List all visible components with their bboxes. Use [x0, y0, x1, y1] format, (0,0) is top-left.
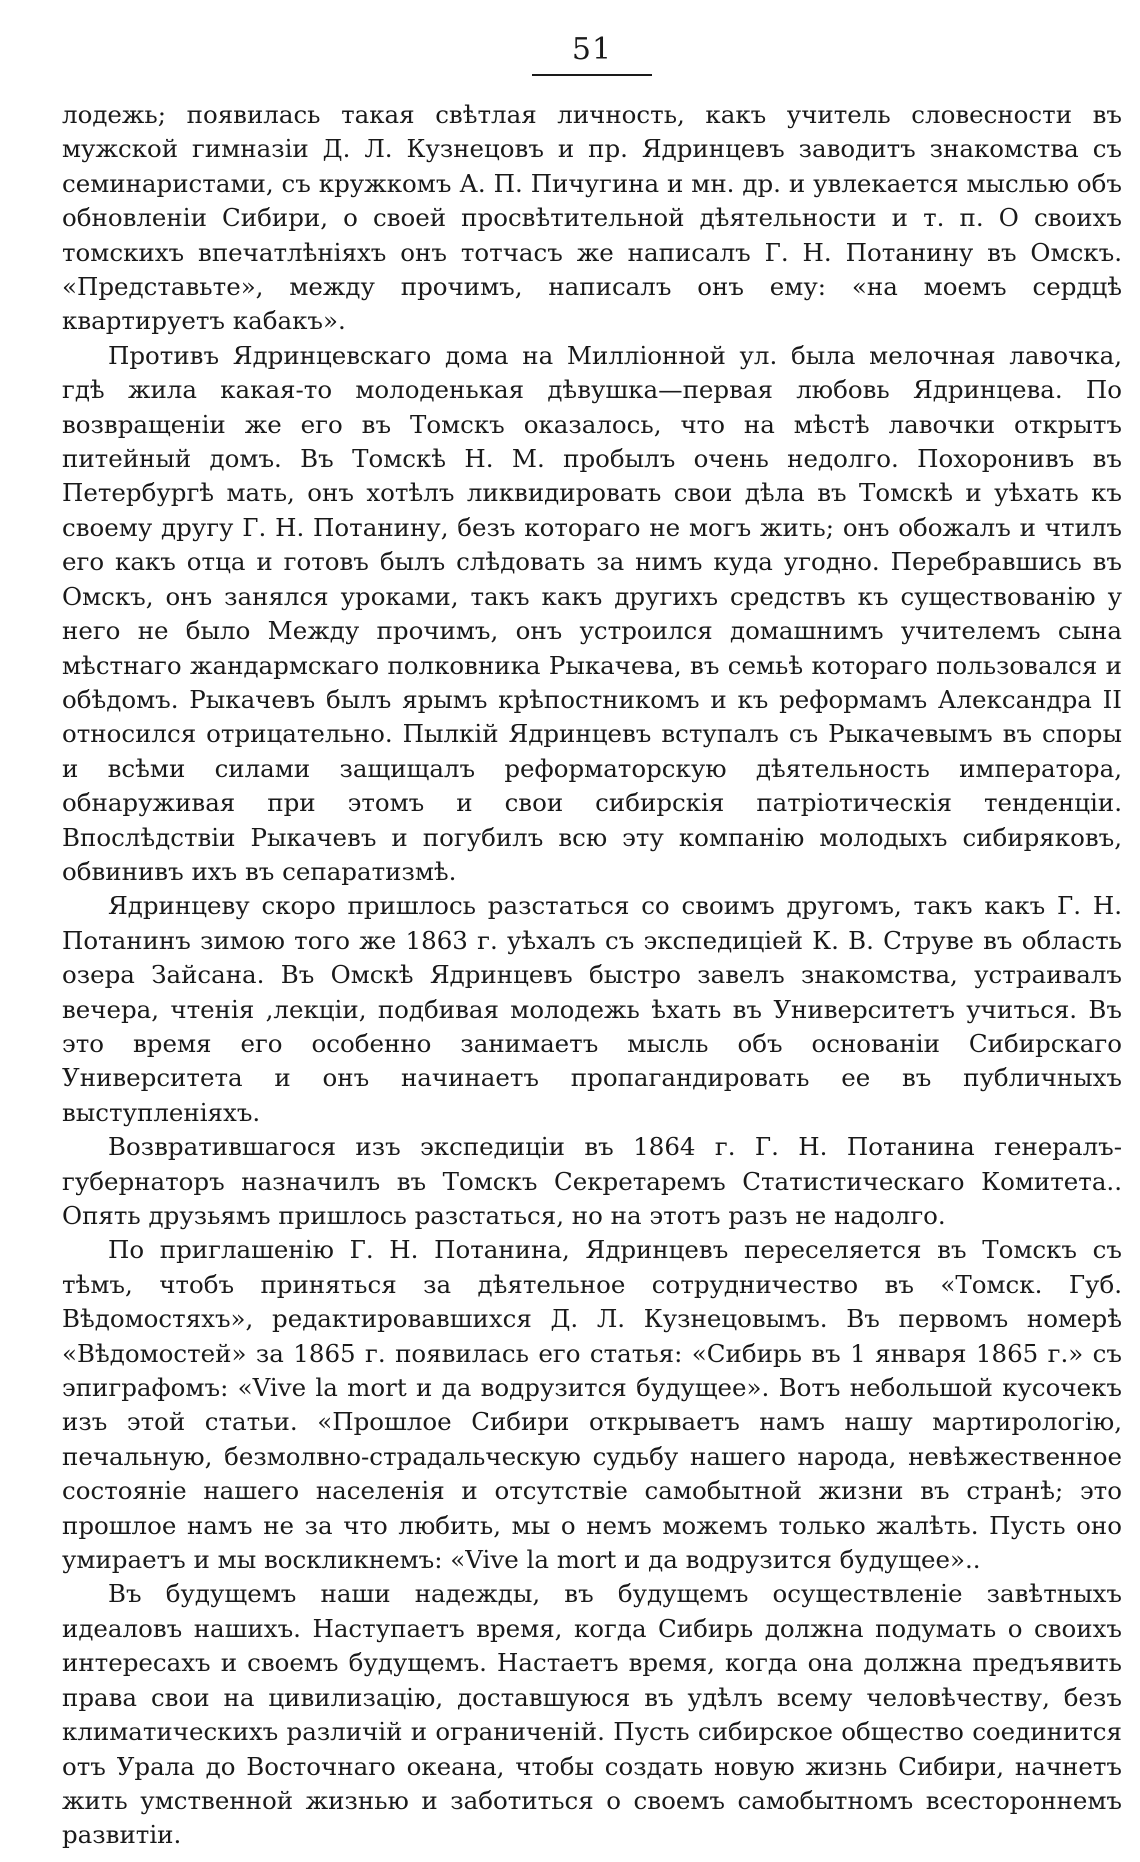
body-text — [62, 98, 1122, 1853]
page-number-value: 51 — [532, 30, 652, 76]
paragraph: Противъ Ядринцевскаго дома на Милліонной ул. была мелочная лавочка, гдѣ жила какая-то молоденькая дѣвушка—первая любовь Ядринцева. По возвращеніи же его въ Томскъ оказалось, что на мѣстѣ лавочки открытъ питейный домъ. Въ Томскѣ Н. М. пробылъ очень недолго. Похоронивъ въ Петербургѣ мать, онъ хотѣлъ ликвидировать свои дѣла въ Томскѣ и уѣхать къ своему другу Г. Н. Потанину, безъ котораго не могъ жить; онъ обожалъ и чтилъ его какъ отца и готовъ былъ слѣдовать за нимъ куда угодно. Перебравшись въ Омскъ, онъ занялся уроками, такъ какъ другихъ средствъ къ существованію у него не было Между прочимъ, онъ устроился домашнимъ учителемъ сына мѣстнаго жандармскаго полковника Рыкачева, въ семьѣ котораго пользовался и обѣдомъ. Рыкачевъ былъ ярымъ крѣпостникомъ и къ реформамъ Александра II относился отрицательно. Пылкій Ядринцевъ вступалъ съ Рыкачевымъ въ споры и всѣми силами защищалъ реформаторскую дѣятельность императора, обнаруживая при этомъ и свои сибирскія патріотическія тенденціи. Впослѣдствіи Рыкачевъ и погубилъ всю эту компанію молодыхъ сибиряковъ, обвинивъ ихъ въ сепаратизмѣ. — [62, 340, 1122, 886]
paragraph: Въ будущемъ наши надежды, въ будущемъ осуществленіе завѣтныхъ идеаловъ нашихъ. Наступаетъ время, когда Сибирь должна подумать о своихъ интересахъ и своемъ будущемъ. Настаетъ время, когда она должна предъявить права свои на цивилизацію, доставшуюся въ удѣлъ всему человѣчеству, безъ климатическихъ различій и ограниченій. Пусть сибирское общество соединится отъ Урала до Восточнаго океана, чтобы создать новую жизнь Сибири, начнетъ жить умственной жизнью и заботиться о своемъ самобытномъ всестороннемъ развитіи. — [62, 1579, 1122, 1850]
paragraph: По приглашенію Г. Н. Потанина, Ядринцевъ переселяется въ Томскъ съ тѣмъ, чтобъ приняться за дѣятельное сотрудничество въ «Томск. Губ. Вѣдомостяхъ», редактировавшихся Д. Л. Кузнецовымъ. Въ первомъ номерѣ «Вѣдомостей» за 1865 г. появилась его статья: «Сибирь въ 1 января 1865 г.» съ эпиграфомъ: «Vive la mort и да водрузится будущее». Вотъ небольшой кусочекъ изъ этой статьи. «Прошлое Сибири открываетъ намъ нашу мартирологію, печальную, безмолвно-страдальческую судьбу нашего народа, невѣжественное состояніе нашего населенія и отсутствіе самобытной жизни въ странѣ; это прошлое намъ не за что любить, мы о немъ можемъ только жалѣть. Пусть оно умираетъ и мы воскликнемъ: «Vive la mort и да водрузится будущее».. — [62, 1235, 1122, 1575]
paragraph: Ядринцеву скоро пришлось разстаться со своимъ другомъ, такъ какъ Г. Н. Потанинъ зимою того же 1863 г. уѣхалъ съ экспедиціей К. В. Струве въ область озера Зайсана. Въ Омскѣ Ядринцевъ быстро завелъ знакомства, устраивалъ вечера, чтенія ,лекціи, подбивая молодежь ѣхать въ Университетъ учиться. Въ это время его особенно занимаетъ мысль объ основаніи Сибирскаго Университета и онъ начинаетъ пропагандировать ее въ публичныхъ выступленіяхъ. — [62, 891, 1122, 1127]
document-page — [62, 30, 1122, 1853]
paragraph: лодежь; появилась такая свѣтлая личность, какъ учитель словесности въ мужской гимназіи Д. Л. Кузнецовъ и пр. Ядринцевъ заводитъ знакомства съ семинаристами, съ кружкомъ А. П. Пичугина и мн. др. и увлекается мыслью объ обновленіи Сибири, о своей просвѣтительной дѣятельности и т. п. О своихъ томскихъ впечатлѣніяхъ онъ тотчасъ же написалъ Г. Н. Потанину въ Омскъ. «Представьте», между прочимъ, написалъ онъ ему: «на моемъ сердцѣ квартируетъ кабакъ». — [62, 100, 1122, 336]
page-number — [62, 30, 1122, 76]
paragraph: Возвратившагося изъ экспедиціи въ 1864 г. Г. Н. Потанина генералъ-губернаторъ назначилъ въ Томскъ Секретаремъ Статистическаго Комитета.. Опять друзьямъ пришлось разстаться, но на этотъ разъ не надолго. — [62, 1132, 1122, 1230]
